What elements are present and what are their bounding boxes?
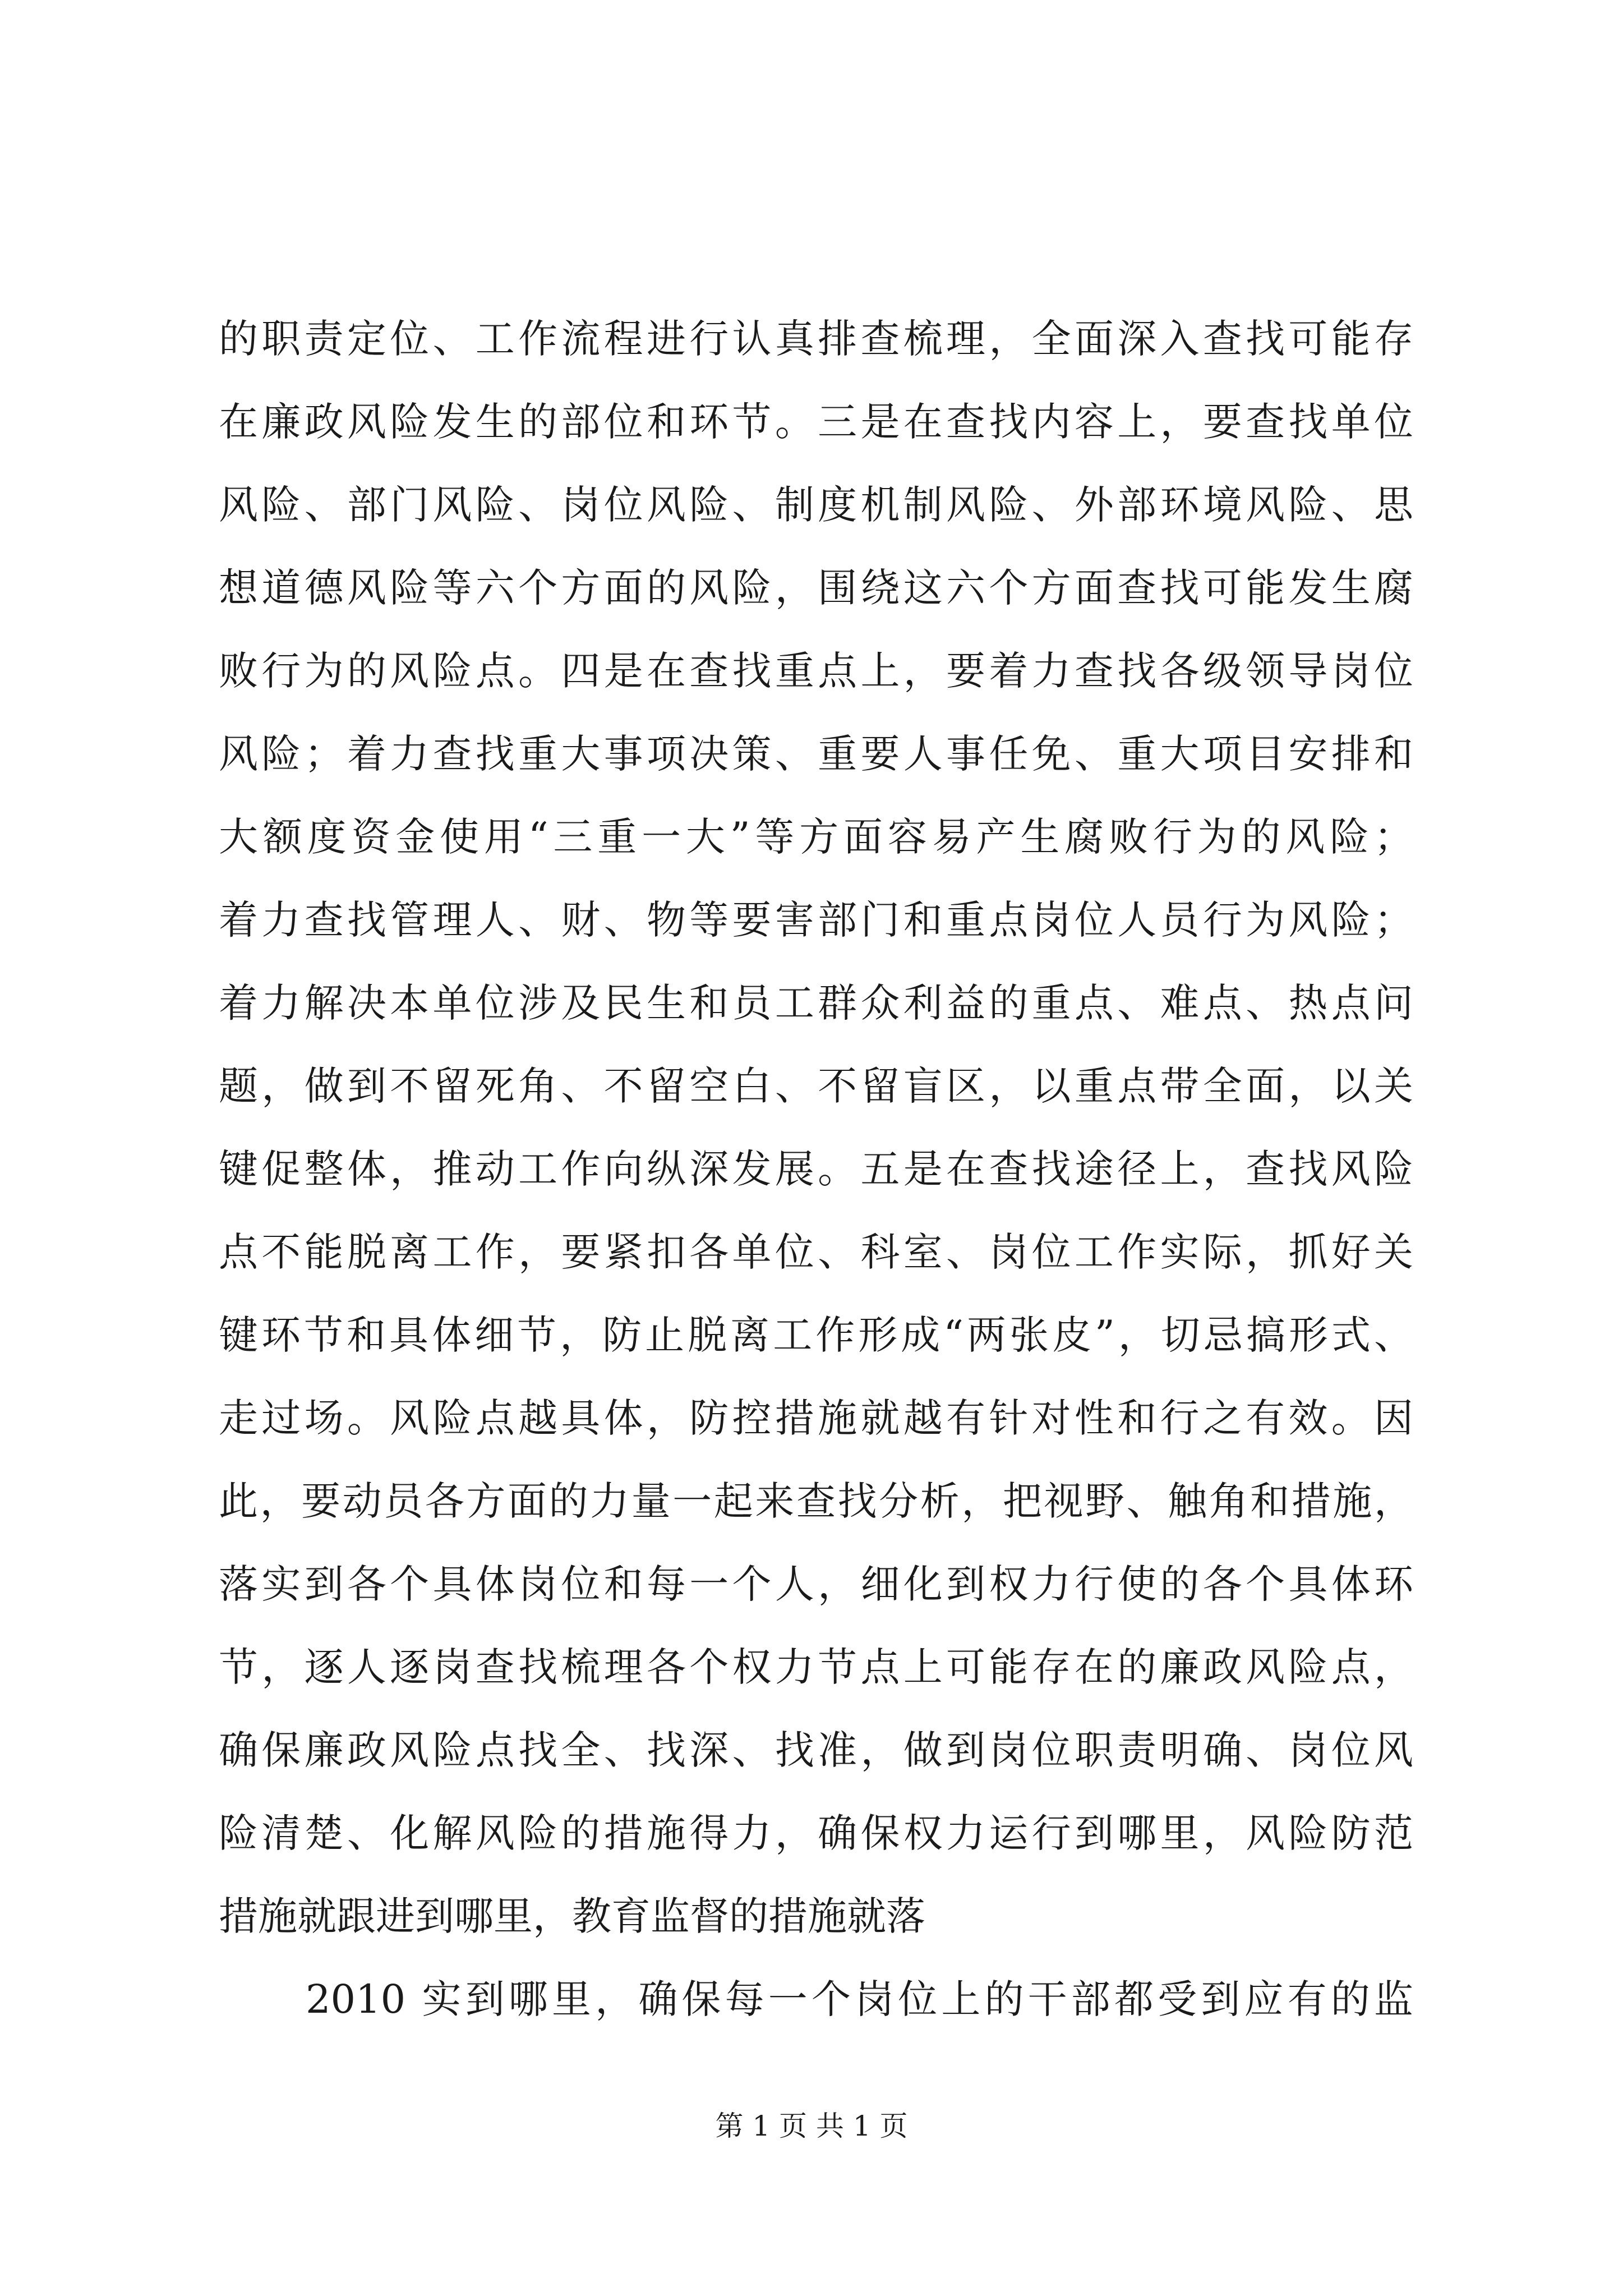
text-line: 此，要动员各方面的力量一起来查找分析，把视野、触角和措施，: [219, 1478, 1413, 1524]
text-line: 落实到各个具体岗位和每一个人，细化到权力行使的各个具体环: [219, 1561, 1413, 1607]
page-footer: [0, 2109, 1623, 2143]
text-line: 键促整体，推动工作向纵深发展。五是在查找途径上，查找风险: [219, 1146, 1413, 1192]
text-line: 的职责定位、工作流程进行认真排查梳理，全面深入查找可能存: [219, 316, 1413, 362]
text-line: 措施就跟进到哪里，教育监督的措施就落: [219, 1893, 925, 1939]
text-line: 节，逐人逐岗查找梳理各个权力节点上可能存在的廉政风险点，: [219, 1644, 1413, 1690]
text-line: 想道德风险等六个方面的风险，围绕这六个方面查找可能发生腐: [219, 565, 1413, 611]
text-line: 着力查找管理人、财、物等要害部门和重点岗位人员行为风险；: [219, 897, 1413, 943]
text-line: 确保廉政风险点找全、找深、找准，做到岗位职责明确、岗位风: [219, 1727, 1413, 1773]
text-line: 键环节和具体细节，防止脱离工作形成“两张皮”，切忌搞形式、: [219, 1312, 1413, 1358]
text-line: 题，做到不留死角、不留空白、不留盲区，以重点带全面，以关: [219, 1063, 1413, 1109]
text-line: 险清楚、化解风险的措施得力，确保权力运行到哪里，风险防范: [219, 1810, 1413, 1856]
text-line: 走过场。风险点越具体，防控措施就越有针对性和行之有效。因: [219, 1395, 1413, 1441]
text-line: 败行为的风险点。四是在查找重点上，要着力查找各级领导岗位: [219, 648, 1413, 694]
text-line: 大额度资金使用“三重一大”等方面容易产生腐败行为的风险；: [219, 814, 1413, 860]
text-line: 在廉政风险发生的部位和环节。三是在查找内容上，要查找单位: [219, 399, 1413, 445]
text-line: 风险、部门风险、岗位风险、制度机制风险、外部环境风险、思: [219, 482, 1413, 528]
indented-paragraph-line: 2010 实到哪里，确保每一个岗位上的干部都受到应有的监: [306, 1976, 1413, 2022]
text-line: 风险；着力查找重大事项决策、重要人事任免、重大项目安排和: [219, 731, 1413, 777]
page-number-label: 第 1 页 共 1 页: [715, 2110, 908, 2142]
text-line: 点不能脱离工作，要紧扣各单位、科室、岗位工作实际，抓好关: [219, 1229, 1413, 1275]
text-line: 着力解决本单位涉及民生和员工群众利益的重点、难点、热点问: [219, 980, 1413, 1026]
body-text: [219, 297, 1413, 2041]
